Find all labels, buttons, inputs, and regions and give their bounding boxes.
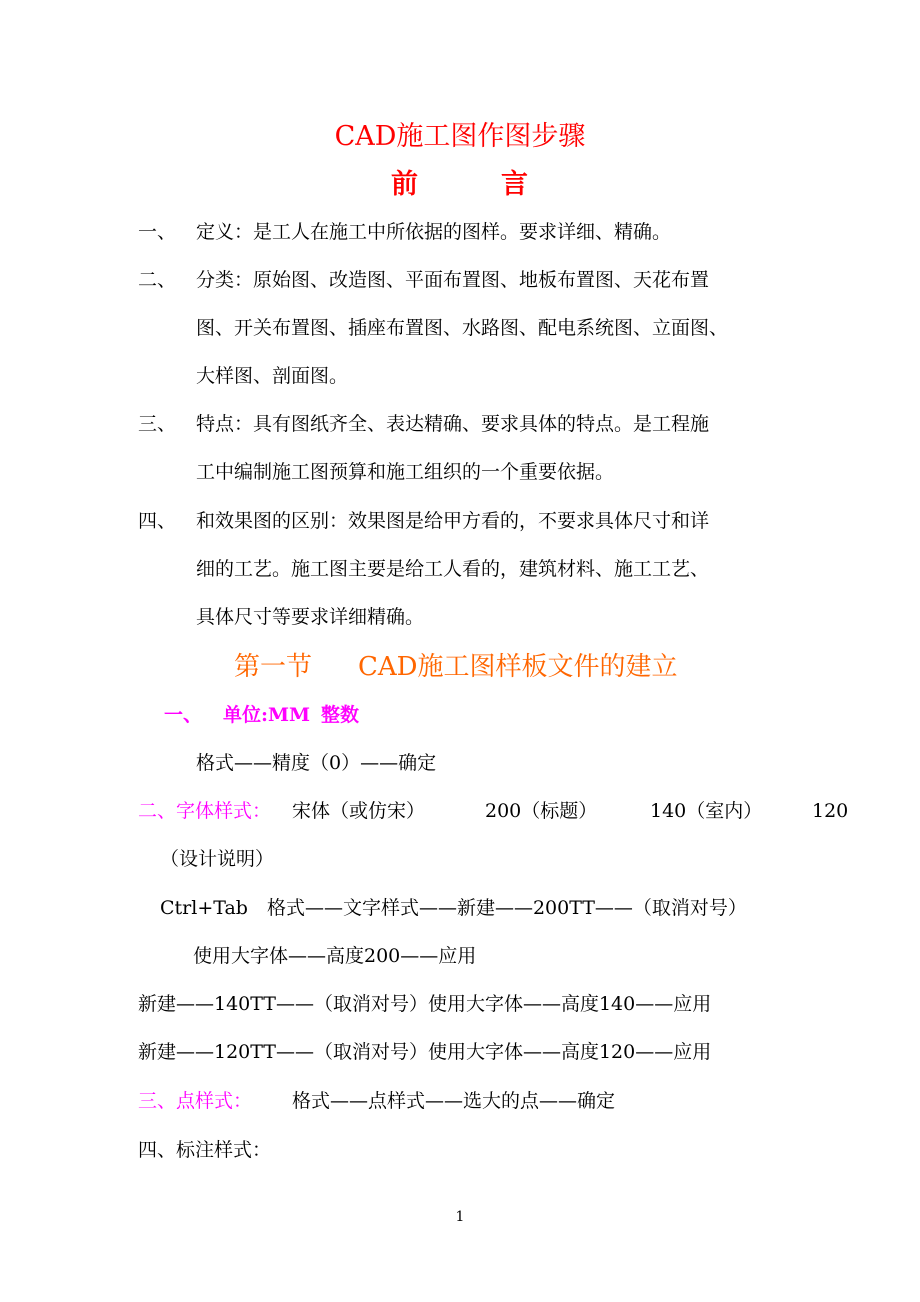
item-text: 和效果图的区别：效果图是给甲方看的，不要求具体尺寸和详 <box>196 510 710 532</box>
item-text-cont: 工中编制施工图预算和施工组织的一个重要依据。 <box>196 461 615 483</box>
item-text: 特点：具有图纸齐全、表达精确、要求具体的特点。是工程施 <box>196 413 710 435</box>
font-style-label: 二、字体样式： <box>138 800 272 822</box>
unit-label: 单位:MM <box>223 704 311 726</box>
item-text: 分类：原始图、改造图、平面布置图、地板布置图、天花布置 <box>196 269 710 291</box>
dim-style-label: 四、标注样式： <box>138 1139 272 1161</box>
document-title: CAD施工图作图步骤 <box>334 121 586 152</box>
unit-number: 一、 <box>164 704 203 726</box>
preface-heading <box>0 168 920 202</box>
section-heading <box>0 650 920 684</box>
font-size-interior: 140（室内） <box>650 800 763 822</box>
section-title: CAD施工图样板文件的建立 <box>358 652 678 682</box>
font-style-text: 宋体（或仿宋） <box>292 800 426 822</box>
font-size-title: 200（标题） <box>485 800 598 822</box>
unit-extra: 整数 <box>321 704 360 726</box>
item-text-cont: 细的工艺。施工图主要是给工人看的，建筑材料、施工工艺、 <box>196 558 710 580</box>
item-text-cont: 图、开关布置图、插座布置图、水路图、配电系统图、立面图、 <box>196 317 729 339</box>
font-style-step-2: 使用大字体——高度200——应用 <box>193 945 477 967</box>
font-style-step-3: 新建——140TT——（取消对号）使用大字体——高度140——应用 <box>138 993 712 1015</box>
item-text-cont: 大样图、剖面图。 <box>196 365 349 387</box>
item-number: 四、 <box>138 510 177 532</box>
unit-detail: 格式——精度（0）——确定 <box>196 752 437 774</box>
font-size-notes-label: （设计说明） <box>160 848 275 870</box>
preface-right: 言 <box>501 169 528 200</box>
section-label: 第一节 <box>234 652 313 682</box>
item-text-cont: 具体尺寸等要求详细精确。 <box>196 606 425 628</box>
font-style-step-4: 新建——120TT——（取消对号）使用大字体——高度120——应用 <box>138 1041 712 1063</box>
item-number: 二、 <box>138 269 177 291</box>
item-number: 三、 <box>138 413 177 435</box>
item-number: 一、 <box>138 221 177 243</box>
point-style-label: 三、点样式： <box>138 1090 253 1112</box>
font-size-notes: 120 <box>812 800 849 822</box>
item-text: 定义：是工人在施工中所依据的图样。要求详细、精确。 <box>196 221 672 243</box>
font-style-step-1: Ctrl+Tab 格式——文字样式——新建——200TT——（取消对号） <box>160 897 747 919</box>
point-style-text: 格式——点样式——选大的点——确定 <box>292 1090 616 1112</box>
preface-left: 前 <box>391 169 418 200</box>
page-number: 1 <box>455 1209 465 1225</box>
